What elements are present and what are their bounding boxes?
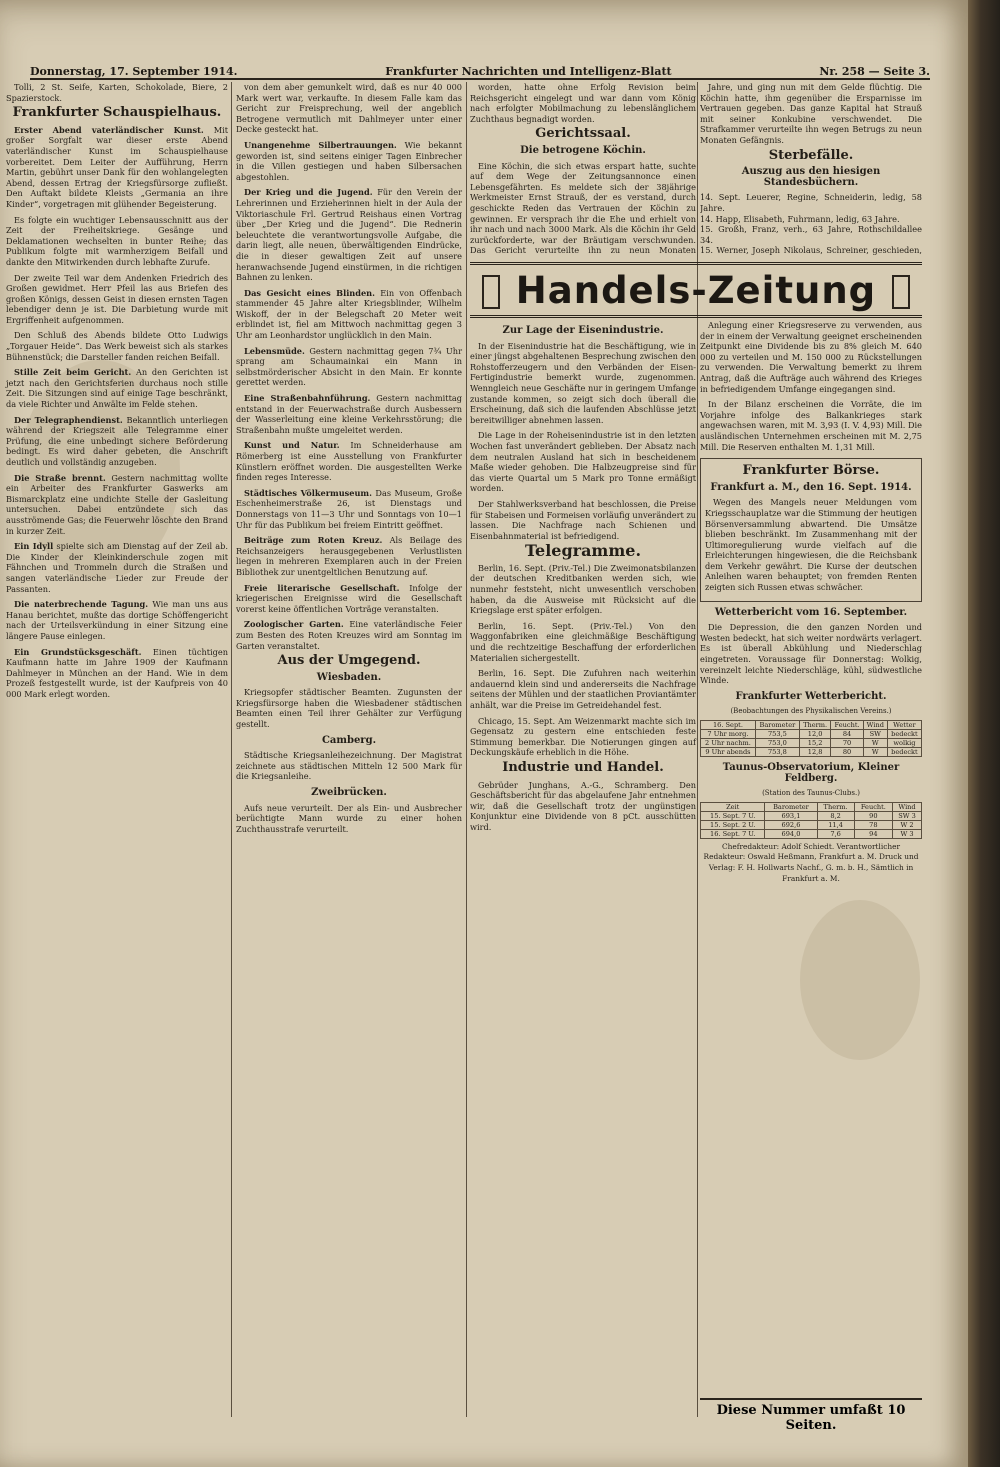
column-4-top — [700, 82, 922, 257]
table-cell: 94 — [854, 829, 892, 838]
sterbefall-entry: 15. Werner, Joseph Nikolaus, Schreiner, geschieden, — [700, 245, 922, 256]
article-paragraph: worden, hatte ohne Erfolg Revision beim Reichsgericht eingelegt und war dann vom König nach erfolgter Mobilmachung zu lebenslänglichem Zuchthaus begnadigt worden. — [470, 82, 696, 124]
table-cell: 692,6 — [765, 820, 817, 829]
article-paragraph: Der Telegraphendienst. Bekanntlich unterliegen während der Kriegszeit alle Telegramme einer Prüfung, die eine unbedingt sichere Beförderung bedingt. Es wird daher gebeten, die Anschrift deutlich und vollständig anzugeben. — [6, 414, 229, 467]
ornament-left — [482, 275, 500, 309]
boerse-heading: Frankfurter Börse. — [742, 463, 880, 479]
sterbefall-entry: 14. Happ, Elisabeth, Fuhrmann, ledig, 63 Jahre. — [700, 213, 900, 224]
table-cell: 15. Sept. 7 U. — [701, 811, 765, 820]
table-cell: 8,2 — [817, 811, 854, 820]
table-cell: 90 — [854, 811, 892, 820]
article-paragraph: Ein Grundstücksgeschäft. Einen tüchtigen Kaufmann hatte im Jahre 1909 der Kaufmann Dahlmeyer in München an der Hand. Wie in dem Prozeß festgestellt wurde, ist der Kaufpreis von 40 000 Mark erlegt worden. — [6, 646, 228, 699]
article-paragraph: Ein Idyll spielte sich am Dienstag auf der Zeil ab. Die Kinder der Kleinkinderschule zogen mit Fähnchen und Trommeln durch die Straßen und sangen vaterländische Lieder zur Freude der Passanten. — [6, 541, 228, 594]
table-cell: 753,8 — [755, 748, 799, 757]
article-paragraph: Eine Köchin, die sich etwas erspart hatte, suchte auf dem Wege der Zeitungsannonce einen Lebensgefährten. Es meldete sich der 38jährige Werkmeister Ernst Strauß, der es verstand, durch geschickte Reden das Vertrauen der Köchin zu gewinnen. Er versprach ihr die Ehe und erhielt von ihr nach und nach 3000 Mark. Als die Köchin ihr Geld zurückforderte, war der Bräutigam verschwunden. Das Gericht verurteilte ihn zu neun Monaten — [470, 160, 696, 256]
handels-zeitung-title: Handels-Zeitung — [515, 268, 877, 312]
town-heading: Wiesbaden. — [316, 671, 382, 683]
table-header-cell: Barometer — [765, 802, 817, 811]
article-paragraph: Der Krieg und die Jugend. Für den Verein der Lehrerinnen und Erzieherinnen hielt in der Aula der Viktoriaschule Frl. Gertrud Reishaus einen Vortrag über „Der Krieg und die Jugend“. Die Rednerin beleuchtete die verantwortungsvolle Aufgabe, die darin liegt, alle neuen, überwältigenden Eindrücke, die in dieser gewaltigen Zeit auf unsere heranwachsende Jugend einstürmen, in die richtigen Bahnen zu lenken. — [236, 187, 462, 283]
article-subheading: Zur Lage der Eisenindustrie. — [502, 325, 664, 336]
gerichtssaal-heading: Gerichtssaal. — [535, 126, 631, 142]
sterbefaelle-list — [700, 192, 922, 257]
article-paragraph: von dem aber gemunkelt wird, daß es nur 40 000 Mark wert war, verkaufte. In diesem Falle kam das Gericht zur Freisprechung, weil der angeblich Betrogene vermutlich mit Dahlmeyer unter einer Decke gesteckt hat. — [236, 82, 462, 135]
table-header-cell: Feucht. — [854, 802, 892, 811]
article-paragraph: Freie literarische Gesellschaft. Infolge der kriegerischen Ereignisse wird die Gesellschaft vorerst keine öffentlichen Vorträge veranstalten. — [236, 582, 462, 614]
observatory-heading: Taunus-Observatorium, Kleiner Feldberg. — [722, 762, 900, 784]
article-paragraph: Die naterbrechende Tagung. Wie man uns aus Hanau berichtet, mußte das dortige Schöffengericht nach der Urteilsverkündung in einer Sitzung eine längere Pause einlegen. — [6, 599, 228, 641]
column-4-bottom — [700, 320, 922, 889]
article-paragraph: Den Schluß des Abends bildete Otto Ludwigs „Torgauer Heide“. Das Werk beweist sich als starkes Bühnenstück; die Darsteller fanden reichen Beifall. — [6, 330, 228, 362]
column-rule — [466, 82, 467, 1417]
table-cell: SW 3 — [893, 811, 922, 820]
town-heading: Camberg. — [321, 734, 377, 746]
article-paragraph: Wegen des Mangels neuer Meldungen vom Kriegsschauplatze war die Stimmung der heutigen Börsenversammlung abwartend. Die Umsätze blieben beschränkt. Im Zusammenhang mit der Ultimoregulierung wurde vielfach auf die Erleichterungen hingewiesen, die die Reichsbank dem Verkehr gewährt. Die Kurse der deutschen Anleihen waren behauptet; von fremden Renten zeigten sich Russen etwas schwächer. — [705, 497, 917, 593]
town-heading: Zweibrücken. — [311, 787, 387, 799]
table-cell: W — [863, 748, 887, 757]
article-paragraph: Gebrüder Junghans, A.-G., Schramberg. Den Geschäftsbericht für das abgelaufene Jahr entnehmen wir, daß die Gesellschaft trotz der ungünstigen Konjunktur eine Dividende von 8 pCt. ausschütten wird. — [470, 779, 696, 832]
page-header — [30, 52, 930, 80]
article-paragraph: Lebensmüde. Gestern nachmittag gegen 7¾ Uhr sprang am Schaumainkai ein Mann in selbstmörderischer Absicht in den Main. Er konnte gerettet werden. — [236, 345, 462, 388]
table-cell: 11,4 — [817, 820, 854, 829]
handels-zeitung-banner — [470, 262, 922, 318]
telegram-paragraph: Chicago, 15. Sept. Am Weizenmarkt machte sich im Gegensatz zu gestern eine entschieden feste Stimmung bemerkbar. Die Notierungen gingen auf Deckungskäufe erheblich in die Höhe. — [470, 715, 696, 758]
table-row — [701, 748, 922, 757]
table-row — [701, 739, 922, 748]
article-paragraph: Anlegung einer Kriegsreserve zu verwenden, aus der in einem der Verwaltung geeignet erscheinenden Zeitpunkt eine Dividende bis zu 8% gleich M. 640 000 zu verteilen und M. 150 000 zu Rückstellungen zu verwenden. Die Verwaltung bemerkt zu ihrem Antrag, daß die Aufträge auch während des Krieges in befriedigendem Umfange eingegangen sind. — [700, 320, 922, 394]
header-masthead: Frankfurter Nachrichten und Intelligenz-Blatt — [385, 65, 672, 78]
article-paragraph: Kriegsopfer städtischer Beamten. Zugunsten der Kriegsfürsorge haben die Wiesbadener städtischen Beamten einen Teil ihrer Gehälter zur Verfügung gestellt. — [236, 687, 462, 730]
weather-table-heading: Frankfurter Wetterbericht. — [735, 690, 887, 702]
industrie-heading: Industrie und Handel. — [502, 759, 664, 775]
umgegend-heading: Aus der Umgegend. — [277, 653, 421, 669]
telegram-paragraph: Berlin, 16. Sept. (Priv.-Tel.) Die Zweimonatsbilanzen der deutschen Kreditbanken werden sich, wie nunmehr feststeht, nicht unwesentlich verschoben haben, da die Ausweise mit Rücksicht auf die Kriegslage erst später erfolgen. — [470, 562, 696, 616]
article-paragraph: Kunst und Natur. Im Schneiderhause am Römerberg ist eine Ausstellung von Frankfurter Künstlern eröffnet worden. Die ausgestellten Werke finden reges Interesse. — [236, 440, 463, 483]
table-cell: W 2 — [893, 820, 922, 829]
article-paragraph: Städtische Kriegsanleihezeichnung. Der Magistrat zeichnete aus städtischen Mitteln 12 500 Mark für die Kriegsanleihe. — [236, 750, 462, 782]
intro-text: Tolli, 2 St. Seife, Karten, Schokolade, Biere, 2 Spazierstock. — [6, 82, 228, 103]
table-cell: 84 — [831, 730, 863, 739]
table-cell: 7,6 — [817, 829, 854, 838]
article-paragraph: In der Bilanz erscheinen die Vorräte, die im Vorjahre infolge des Balkankrieges stark angewachsen waren, mit M. 3,93 (I. V. 4,93) Mill. Die ausländischen Unternehmen erscheinen mit M. 2,75 Mill. Die Reserven enthalten M. 1,31 Mill. — [700, 399, 922, 452]
weather-table-frankfurt — [700, 720, 922, 757]
sterbefall-entry: 14. Sept. Leuerer, Regine, Schneiderin, ledig, 58 Jahre. — [700, 192, 922, 213]
weather-table-subheading: (Beobachtungen des Physikalischen Vereins.) — [730, 707, 892, 716]
article-paragraph: Aufs neue verurteilt. Der als Ein- und Ausbrecher berüchtigte Mann wurde zu einer hohen Zuchthausstrafe verurteilt. — [236, 802, 462, 834]
table-header-row — [701, 802, 922, 811]
article-paragraph: Erster Abend vaterländischer Kunst. Mit großer Sorgfalt war dieser erste Abend vaterländischer Kunst im Schauspielhause vorbereitet. Dem Leiter der Aufführung, Herrn Martin, gebührt unser Dank für den wohlangelegten Abend, dessen Ertrag der Kriegsfürsorge zufließt. Den Auftakt bildete Kleists „Germania an ihre Kinder“, vorgetragen mit glühender Begeisterung. — [6, 124, 228, 209]
table-cell: 12,8 — [799, 748, 830, 757]
sterbefall-entry: 15. Großh, Franz, verh., 63 Jahre, Rothschildallee 34. — [700, 224, 922, 245]
table-cell: 9 Uhr abends — [701, 748, 756, 757]
telegram-paragraph: Berlin, 16. Sept. Die Zufuhren nach weiterhin andauernd klein sind und andererseits die Nachfrage seitens der Mühlen und der staatlichen Proviantämter anhält, war die Preise im Getreidehandel fest. — [470, 668, 696, 710]
table-row — [701, 820, 922, 829]
sterbefaelle-subheading: Auszug aus den hiesigen Standesbüchern. — [741, 166, 881, 188]
table-cell: 753,0 — [755, 739, 799, 748]
observatory-subheading: (Station des Taunus-Clubs.) — [762, 789, 860, 798]
page-count-note: Diese Nummer umfaßt 10 Seiten. — [700, 1398, 922, 1433]
article-paragraph: Zoologischer Garten. Eine vaterländische Feier zum Besten des Roten Kreuzes wird am Sonntag im Garten veranstaltet. — [236, 619, 462, 651]
paragraph-lead: Erster Abend vaterländischer Kunst. — [14, 124, 204, 135]
boerse-box — [700, 458, 922, 602]
article-paragraph: Stille Zeit beim Gericht. An den Gerichten ist jetzt nach den Gerichtsferien durchaus noch stille Zeit. Die Sitzungen sind auf einige Tage beschränkt, da viele Richter und Anwälte im Felde stehen. — [6, 367, 228, 410]
table-cell: 70 — [831, 739, 863, 748]
article-paragraph: Es folgte ein wuchtiger Lebensausschnitt aus der Zeit der Freiheitskriege. Gesänge und Deklamationen wechselten in bunter Reihe; das Publikum folgte mit warmherzigem Beifall und dankte den Mitwirkenden durch lebhafte Zurufe. — [6, 214, 228, 267]
telegramme-heading: Telegramme. — [524, 541, 642, 561]
table-header-row — [701, 721, 922, 730]
table-cell: SW — [863, 730, 887, 739]
wetter-heading: Wetterbericht vom 16. September. — [714, 606, 908, 618]
column-1 — [6, 82, 228, 704]
table-cell: 16. Sept. 7 U. — [701, 829, 765, 838]
header-issue: Nr. 258 — Seite 3. — [819, 65, 930, 78]
sterbefaelle-heading: Sterbefälle. — [768, 147, 854, 163]
table-header-cell: Feucht. — [831, 721, 863, 730]
header-date: Donnerstag, 17. September 1914. — [30, 65, 238, 78]
article-paragraph: In der Eisenindustrie hat die Beschäftigung, wie in einer jüngst abgehaltenen Besprechung zwischen den Rohstofferzeugern und den Verbänden der Eisen-Fertigindustrie bemerkt wurde, zugenommen. Wenngleich neue Geschäfte nur in geringem Umfange zustande kommen, so zeigt sich doch überall die Erscheinung, daß sich die laufenden Abschlüsse jetzt bereitwilliger abnehmen lassen. — [470, 340, 696, 425]
table-cell: 15. Sept. 2 U. — [701, 820, 765, 829]
book-spine — [968, 0, 1000, 1467]
table-cell: W 3 — [893, 829, 922, 838]
boerse-date: Frankfurt a. M., den 16. Sept. 1914. — [710, 481, 912, 493]
table-cell: bedeckt — [887, 748, 921, 757]
table-row — [701, 811, 922, 820]
table-header-cell: Barometer — [755, 721, 799, 730]
paper-stain — [800, 900, 920, 1060]
article-paragraph: Städtisches Völkermuseum. Das Museum, Große Eschenheimerstraße 26, ist Dienstags und Donnerstags von 11—3 Uhr und Sonntags von 10—1 Uhr für das Publikum bei freiem Eintritt geöffnet. — [236, 487, 462, 530]
article-paragraph: Die Straße brennt. Gestern nachmittag wollte ein Arbeiter des Frankfurter Gaswerks am Bismarckplatz eine undichte Stelle der Gasleitung untersuchen. Dabei entzündete sich das ausströmende Gas; die Feuerwehr löschte den Brand in kurzer Zeit. — [6, 472, 228, 536]
table-cell: 15,2 — [799, 739, 830, 748]
ornament-right — [892, 275, 910, 309]
column-rule — [231, 82, 232, 1417]
table-cell: 7 Uhr morg. — [701, 730, 756, 739]
table-header-cell: Wetter — [887, 721, 921, 730]
table-row — [701, 829, 922, 838]
article-paragraph: Der zweite Teil war dem Andenken Friedrich des Großen gewidmet. Herr Pfeil las aus Briefen des großen Königs, dessen Geist in diesen ernsten Tagen lebendiger denn je ist. Die Darbietung wurde mit Ergriffenheit aufgenommen. — [6, 272, 228, 325]
article-paragraph: Jahre, und ging nun mit dem Gelde flüchtig. Die Köchin hatte, ihm gegenüber die Ersparnisse im Vertrauen gegeben. Das ganze Kapital hat Strauß mit seiner Konkubine verschwendet. Die Strafkammer verurteilte ihn wegen Betrugs zu neun Monaten Gefängnis. — [700, 82, 922, 145]
table-cell: bedeckt — [887, 730, 921, 739]
weather-table-feldberg — [700, 802, 922, 839]
article-paragraph: Unangenehme Silbertrauungen. Wie bekannt geworden ist, sind seitens einiger Tagen Einbrecher in die Villen gestiegen und haben Silbersachen abgestohlen. — [236, 139, 463, 182]
table-cell: 693,1 — [765, 811, 817, 820]
table-header-cell: Therm. — [817, 802, 854, 811]
article-paragraph: Die Depression, die den ganzen Norden und Westen bedeckt, hat sich weiter nordwärts verlagert. Es ist überall Abkühlung und Niederschlag eingetreten. Voraussage für Donnerstag: Wolkig, vereinzelt leichte Niederschläge, kühl, südwestliche Winde. — [700, 622, 922, 686]
editorial-imprint: Chefredakteur: Adolf Schiedt. Verantwortlicher Redakteur: Oswald Heßmann, Frankfurt a. M. Druck und Verlag: F. H. Hollwarts Nachf., G. m. b. H., Sämtlich in Frankfurt a. M. — [703, 841, 919, 883]
table-cell: W — [863, 739, 887, 748]
table-header-cell: Zeit — [701, 802, 765, 811]
article-paragraph: Die Lage in der Roheisenindustrie ist in den letzten Wochen fast unverändert geblieben. Der Absatz nach dem neutralen Ausland hat sich in bescheidenem Maße wieder gehoben. Die Halbzeugpreise sind für das vierte Quartal um 5 Mark pro Tonne ermäßigt worden. — [470, 430, 696, 494]
table-cell: 12,0 — [799, 730, 830, 739]
table-header-cell: Therm. — [799, 721, 830, 730]
article-paragraph: Beiträge zum Roten Kreuz. Als Beilage des Reichsanzeigers herausgegebenen Verlustlisten liegen in mehreren Exemplaren auch in der Freien Bibliothek zur unentgeltlichen Benutzung auf. — [236, 535, 462, 577]
article-paragraph: Der Stahlwerksverband hat beschlossen, die Preise für Stabeisen und Formeisen vorläufig unverändert zu lassen. Die Nachfrage nach Schienen und Eisenbahnmaterial ist befriedigend. — [470, 498, 696, 541]
table-row — [701, 730, 922, 739]
table-cell: 78 — [854, 820, 892, 829]
article-subheading: Die betrogene Köchin. — [520, 144, 646, 156]
column-3-top — [470, 82, 696, 257]
article-paragraph: Eine Straßenbahnführung. Gestern nachmittag entstand in der Feuerwachstraße durch Ausbessern der Wasserleitung eine kleine Verkehrsstörung; die Straßenbahn mußte umgeleitet werden. — [236, 393, 462, 435]
table-cell: 753,5 — [755, 730, 799, 739]
table-cell: 694,0 — [765, 829, 817, 838]
column-3-bottom — [470, 320, 696, 838]
table-header-cell: Wind — [863, 721, 887, 730]
telegram-paragraph: Berlin, 16. Sept. (Priv.-Tel.) Von den Waggonfabriken eine gleichmäßige Beschäftigung und die rechtzeitige Beschaffung der erforderlichen Materialien sichergestellt. — [470, 620, 696, 663]
table-cell: 2 Uhr nachm. — [701, 739, 756, 748]
column-2 — [236, 82, 462, 839]
table-header-cell: 16. Sept. — [701, 721, 756, 730]
table-cell: wolkig — [887, 739, 921, 748]
article-paragraph: Das Gesicht eines Blinden. Ein von Offenbach stammender 45 Jahre alter Kriegsblinder, Wilhelm Wiskoff, der in der Belegschaft 20 Meter weit erblindet ist, fiel am Mittwoch nachmittag gegen 3 Uhr am Leonhardstor unglücklich in den Main. — [236, 287, 463, 341]
table-cell: 80 — [831, 748, 863, 757]
theatre-heading: Frankfurter Schauspielhaus. — [12, 105, 222, 121]
table-header-cell: Wind — [893, 802, 922, 811]
